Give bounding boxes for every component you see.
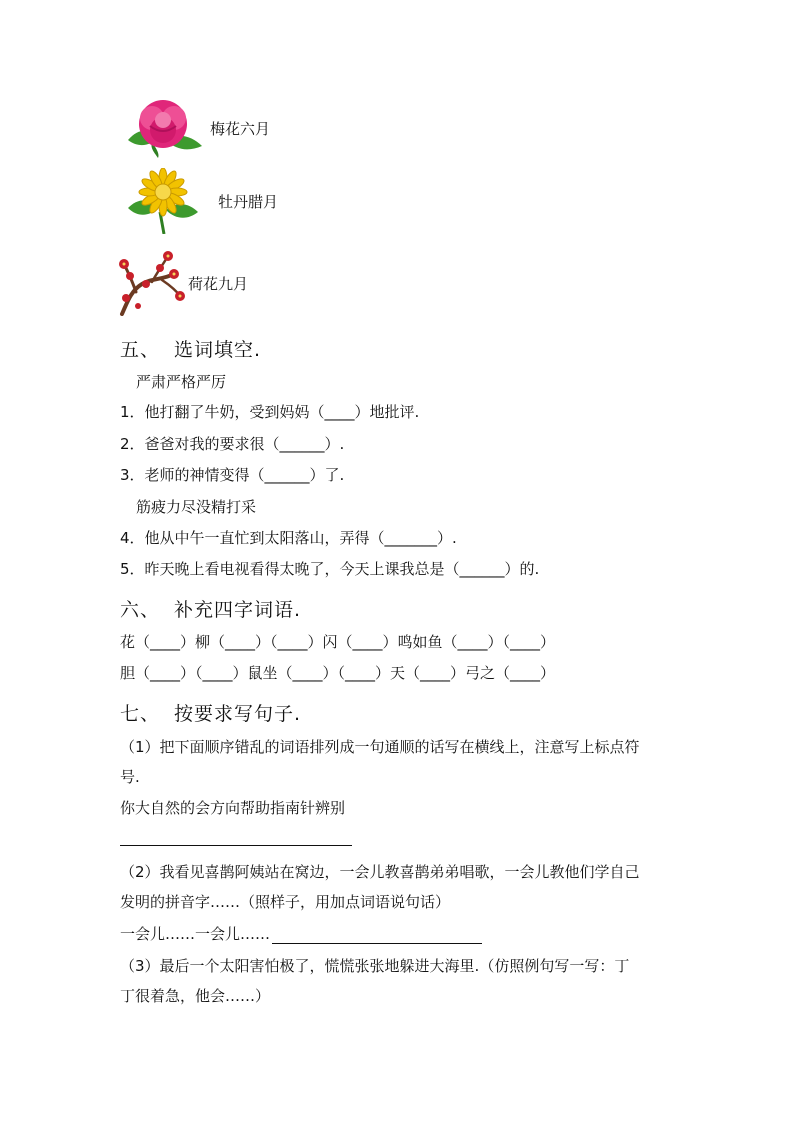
word-bank-b: 筋疲力尽没精打采 [136, 498, 257, 516]
answer-line-7-1[interactable] [120, 845, 352, 846]
question-7-1-line-1: （1）把下面顺序错乱的词语排列成一句通顺的话写在横线上，注意写上标点符 [120, 738, 640, 756]
idiom-row-1: 花（____）柳（____）（____）闪（____）鸣如鱼（____）（____） [120, 633, 556, 651]
question-7-2-line-1: （2）我看见喜鹊阿姨站在窝边，一会儿教喜鹊弟弟唱歌，一会儿教他们学自己 [120, 863, 640, 881]
question-7-3-line-1: （3）最后一个太阳害怕极了，慌慌张张地躲进大海里.（仿照例句写一写：丁 [120, 957, 630, 975]
section-6-number: 六、 [120, 599, 161, 621]
flower-label-2: 牡丹腊月 [218, 193, 279, 211]
peony-pink-icon [122, 96, 204, 158]
section-6-title: 补充四字词语. [174, 599, 302, 621]
question-5-5: 5．昨天晚上看电视看得太晚了，今天上课我总是（______）的. [120, 560, 540, 578]
question-5-1: 1．他打翻了牛奶，受到妈妈（____）地批评. [120, 403, 420, 421]
section-5-title: 选词填空. [174, 339, 262, 361]
chrysanthemum-yellow-icon [126, 168, 200, 234]
section-5-heading [120, 335, 261, 362]
question-5-3: 3．老师的神情变得（______）了. [120, 466, 345, 484]
question-5-4: 4．他从中午一直忙到太阳落山，弄得（_______）. [120, 529, 457, 547]
question-7-2-prompt-text: 一会儿……一会儿…… [120, 925, 271, 943]
section-7-title: 按要求写句子. [174, 703, 302, 725]
idiom-row-2: 胆（____）（____）鼠坐（____）（____）天（____）弓之（____） [120, 664, 556, 682]
question-7-1-line-2: 号. [120, 768, 140, 786]
section-7-number: 七、 [120, 703, 161, 725]
question-7-1-words: 你大自然的会方向帮助指南针辨别 [120, 799, 346, 817]
question-7-2-line-2: 发明的拼音字……（照样子，用加点词语说句话） [120, 893, 451, 911]
flower-label-1: 梅花六月 [210, 120, 271, 138]
section-7-heading [120, 699, 301, 726]
question-7-2-prompt [120, 924, 482, 944]
question-5-2: 2．爸爸对我的要求很（______）. [120, 435, 345, 453]
plum-blossom-branch-icon [118, 244, 186, 316]
section-5-number: 五、 [120, 339, 161, 361]
flower-label-3: 荷花九月 [188, 275, 249, 293]
word-bank-a: 严肃严格严厉 [136, 373, 227, 391]
question-7-3-line-2: 丁很着急，他会……） [120, 987, 271, 1005]
answer-line-7-2[interactable] [272, 927, 482, 944]
section-6-heading [120, 595, 301, 622]
